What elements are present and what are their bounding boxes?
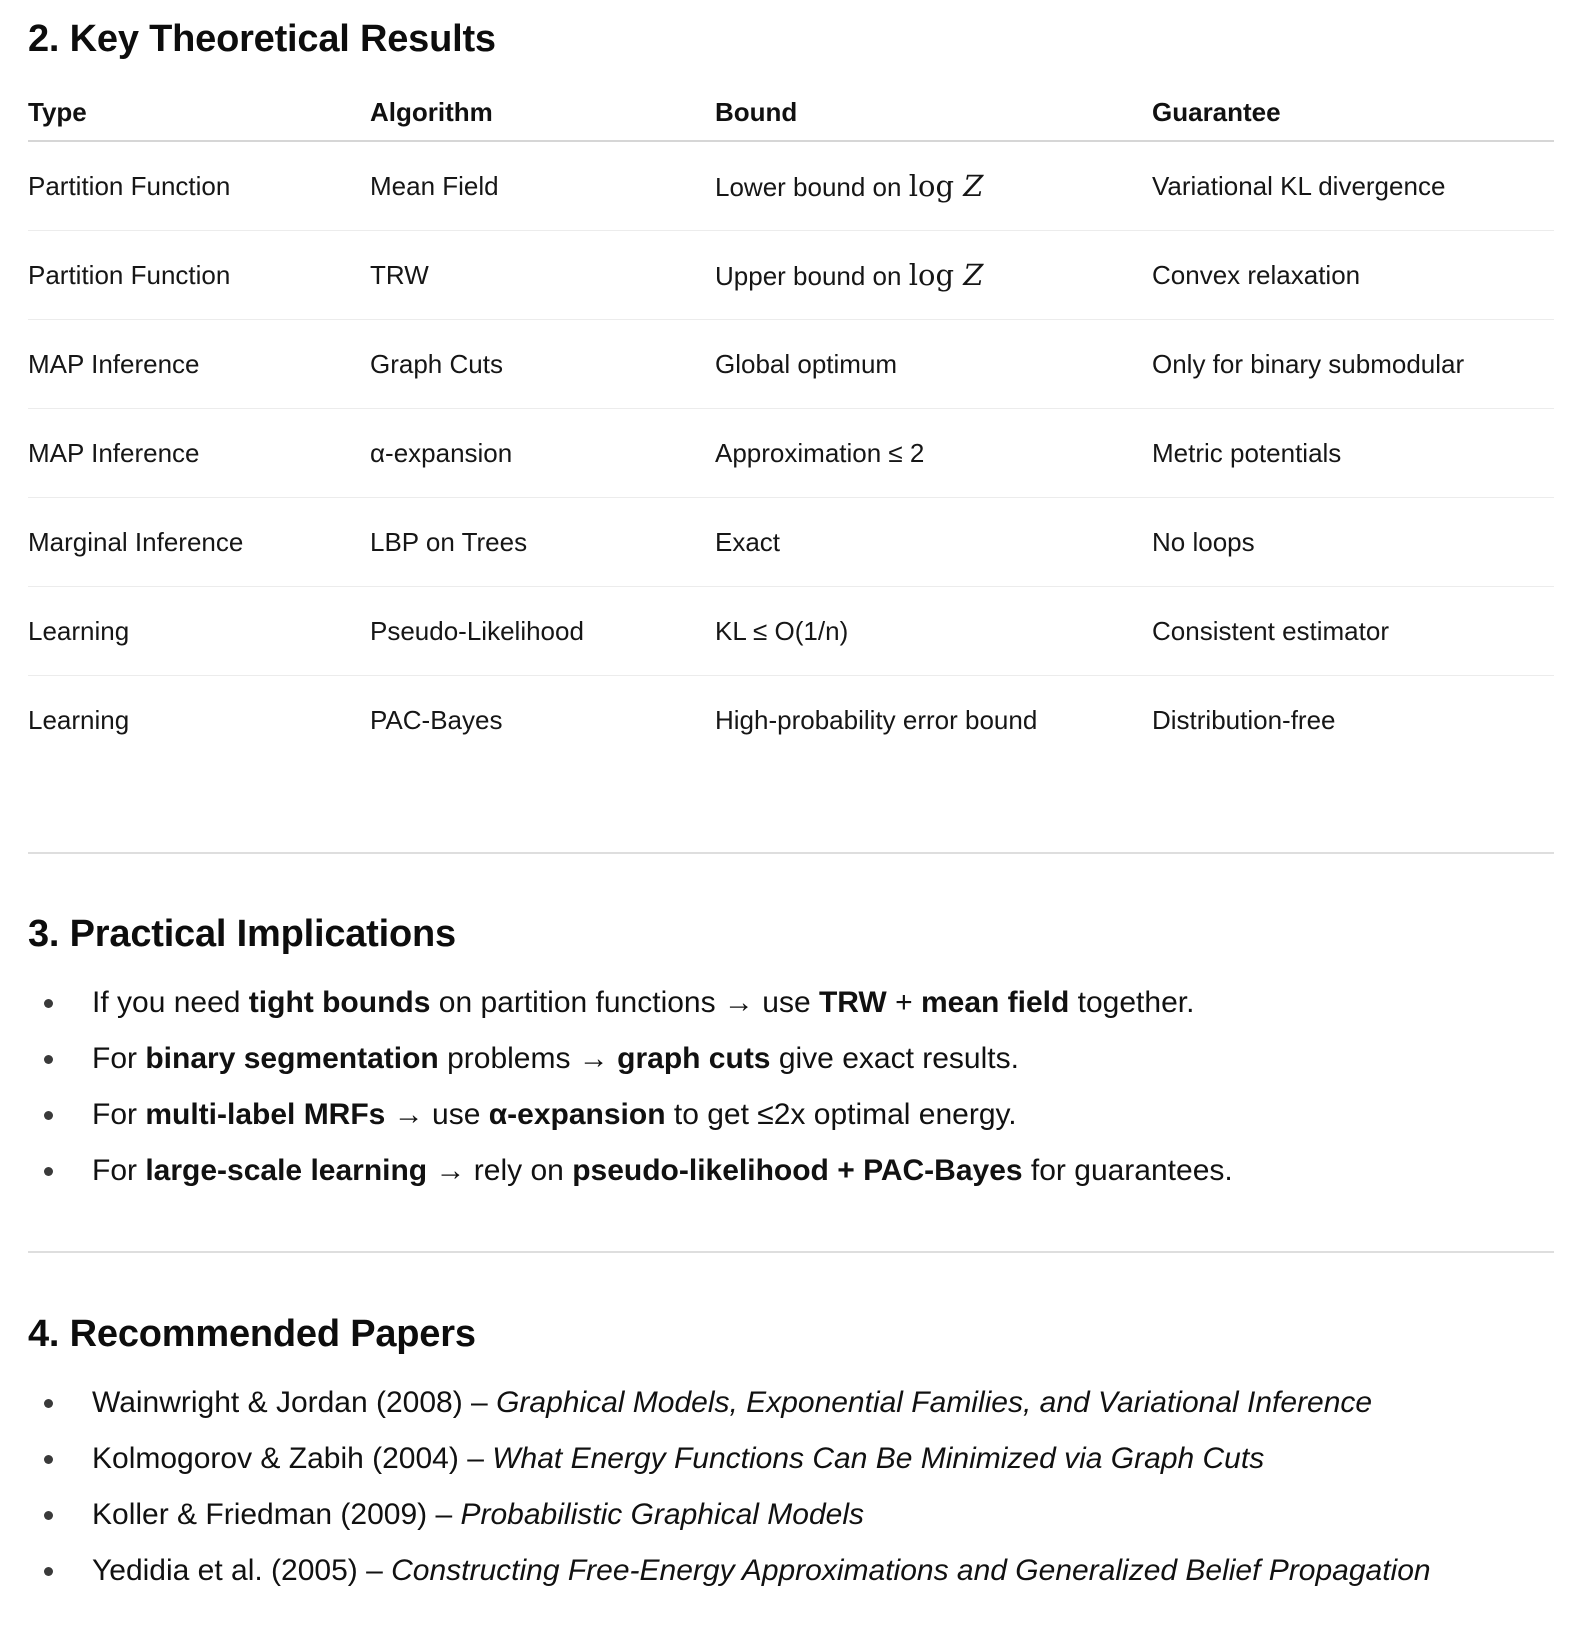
table-row xyxy=(28,141,1554,231)
table-row xyxy=(28,409,1554,498)
column-header-algorithm: Algorithm xyxy=(370,84,715,141)
cell-bound xyxy=(715,231,1152,320)
section-divider xyxy=(28,1251,1554,1253)
math-fn: log xyxy=(908,258,955,292)
table-header-row xyxy=(28,84,1554,141)
text-run: together. xyxy=(1069,986,1195,1019)
list-item xyxy=(28,1087,1568,1143)
cell-guarantee: Metric potentials xyxy=(1152,409,1554,498)
papers-list xyxy=(28,1375,1568,1599)
paper-title: Probabilistic Graphical Models xyxy=(460,1498,865,1531)
implications-list xyxy=(28,975,1568,1199)
bullet-icon xyxy=(44,1511,53,1520)
cell-algorithm: Graph Cuts xyxy=(370,320,715,409)
column-header-type: Type xyxy=(28,84,370,141)
bold-run: multi-label MRFs xyxy=(145,1098,386,1131)
list-item xyxy=(28,1031,1568,1087)
math-log-z xyxy=(909,258,984,292)
math-fn: log xyxy=(908,169,955,203)
bold-run: TRW xyxy=(818,986,887,1019)
cell-algorithm: LBP on Trees xyxy=(370,498,715,587)
list-item xyxy=(28,1487,1568,1543)
bold-run: mean field xyxy=(920,986,1070,1019)
section-divider xyxy=(28,852,1554,854)
bold-run: α-expansion xyxy=(488,1098,666,1131)
text-run: → use xyxy=(385,1098,489,1131)
text-run: for guarantees. xyxy=(1022,1154,1233,1187)
paper-title: Constructing Free-Energy Approximations and Generalized Belief Propagation xyxy=(391,1554,1431,1587)
list-item xyxy=(28,975,1568,1031)
cell-bound: KL ≤ O(1/n) xyxy=(715,587,1152,676)
list-item xyxy=(28,1143,1568,1199)
cell-bound: Exact xyxy=(715,498,1152,587)
bullet-icon xyxy=(44,1399,53,1408)
bound-text: Upper bound on xyxy=(715,261,909,291)
list-item xyxy=(28,1543,1568,1599)
cell-algorithm: TRW xyxy=(370,231,715,320)
paper-title: Graphical Models, Exponential Families, and Variational Inference xyxy=(496,1386,1373,1419)
cell-guarantee: Variational KL divergence xyxy=(1152,141,1554,231)
bullet-icon xyxy=(44,1111,53,1120)
text-run: For xyxy=(92,1042,146,1075)
bold-run: graph cuts xyxy=(617,1042,771,1075)
cell-type: MAP Inference xyxy=(28,409,370,498)
table-row xyxy=(28,498,1554,587)
column-header-guarantee: Guarantee xyxy=(1152,84,1554,141)
table-row xyxy=(28,587,1554,676)
text-run: on partition functions → use xyxy=(430,986,819,1019)
cell-type: Partition Function xyxy=(28,141,370,231)
cell-guarantee: Distribution-free xyxy=(1152,704,1336,735)
column-header-bound: Bound xyxy=(715,84,1152,141)
bullet-icon xyxy=(44,1055,53,1064)
cell-guarantee: No loops xyxy=(1152,498,1554,587)
bold-run: binary segmentation xyxy=(145,1042,439,1075)
list-item xyxy=(28,1375,1568,1431)
text-run: give exact results. xyxy=(770,1042,1019,1075)
bold-run: pseudo-likelihood + PAC-Bayes xyxy=(572,1154,1023,1187)
cell-algorithm: α-expansion xyxy=(370,409,715,498)
text-run: For xyxy=(92,1098,146,1131)
table-row xyxy=(28,676,1554,765)
cell-guarantee: Only for binary submodular xyxy=(1152,320,1554,409)
cell-bound: Approximation ≤ 2 xyxy=(715,409,1152,498)
math-var: Z xyxy=(963,169,984,203)
cell-type: Marginal Inference xyxy=(28,498,370,587)
bold-run: large-scale learning xyxy=(145,1154,428,1187)
section-title-key-results: 2. Key Theoretical Results xyxy=(28,18,496,60)
bullet-icon xyxy=(44,1567,53,1576)
paper-authors: Yedidia et al. (2005) – xyxy=(92,1554,392,1587)
bullet-icon xyxy=(44,1455,53,1464)
results-table xyxy=(28,84,1554,764)
bullet-icon xyxy=(44,999,53,1008)
text-run: For xyxy=(92,1154,146,1187)
cell-type: MAP Inference xyxy=(28,320,370,409)
paper-authors: Koller & Friedman (2009) – xyxy=(92,1498,461,1531)
table-row xyxy=(28,320,1554,409)
text-run: problems → xyxy=(438,1042,618,1075)
cell-algorithm: Mean Field xyxy=(370,141,715,231)
paper-authors: Kolmogorov & Zabih (2004) – xyxy=(92,1442,493,1475)
text-run: + xyxy=(886,986,921,1019)
math-log-z xyxy=(909,169,984,203)
cell-bound: High-probability error bound xyxy=(715,704,1038,735)
cell-bound: Global optimum xyxy=(715,320,1152,409)
bold-run: tight bounds xyxy=(248,986,431,1019)
text-run: → rely on xyxy=(427,1154,573,1187)
section-title-practical-implications: 3. Practical Implications xyxy=(28,913,456,955)
text-run: to get ≤2x optimal energy. xyxy=(665,1098,1017,1131)
paper-authors: Wainwright & Jordan (2008) – xyxy=(92,1386,497,1419)
section-title-recommended-papers: 4. Recommended Papers xyxy=(28,1313,476,1355)
math-var: Z xyxy=(963,258,984,292)
table-row xyxy=(28,231,1554,320)
cell-algorithm: Pseudo-Likelihood xyxy=(370,587,715,676)
cell-algorithm: PAC-Bayes xyxy=(370,704,503,735)
paper-title: What Energy Functions Can Be Minimized via Graph Cuts xyxy=(492,1442,1265,1475)
cell-bound xyxy=(715,141,1152,231)
bullet-icon xyxy=(44,1167,53,1176)
cell-guarantee: Convex relaxation xyxy=(1152,231,1554,320)
text-run: If you need xyxy=(92,986,249,1019)
cell-type: Partition Function xyxy=(28,231,370,320)
list-item xyxy=(28,1431,1568,1487)
cell-guarantee: Consistent estimator xyxy=(1152,587,1554,676)
cell-type: Learning xyxy=(28,704,130,735)
bound-text: Lower bound on xyxy=(715,172,909,202)
cell-type: Learning xyxy=(28,587,370,676)
